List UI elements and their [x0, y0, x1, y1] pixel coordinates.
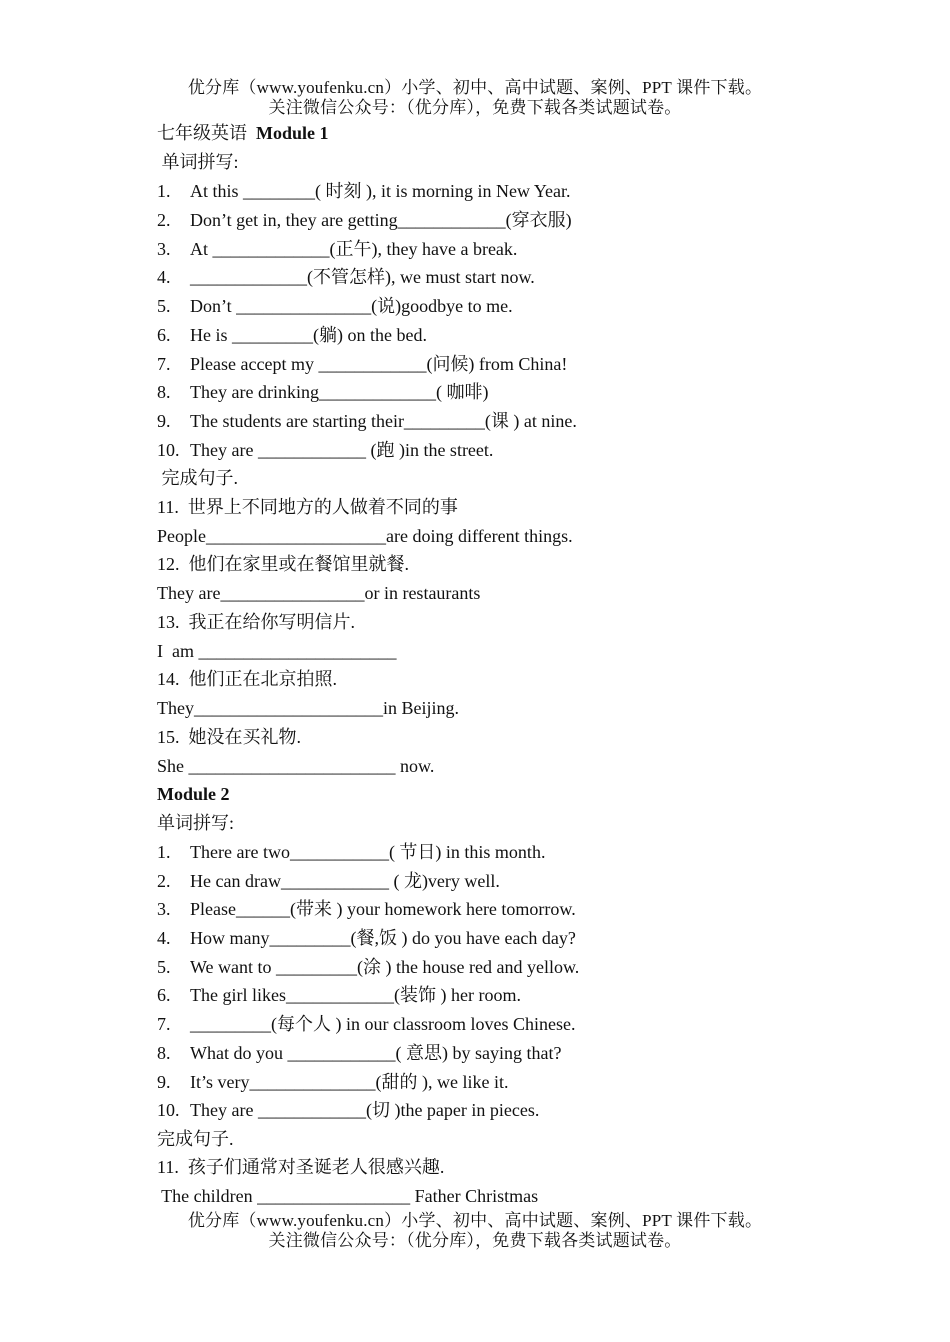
footer-line-1: 优分库（www.youfenku.cn）小学、初中、高中试题、案例、PPT 课件下载。 — [187, 1211, 763, 1230]
item-number: 10. — [157, 1100, 180, 1120]
item-text: He is _________(躺) on the bed. — [190, 325, 427, 345]
header-line-1: 优分库（www.youfenku.cn）小学、初中、高中试题、案例、PPT 课件下载。 — [187, 78, 763, 97]
item-text: What do you ____________( 意思) by saying that? — [190, 1043, 562, 1063]
item-text: At _____________(正午), they have a break. — [190, 239, 518, 259]
m1-spelling-item — [157, 238, 517, 260]
item-number: 2. — [157, 210, 171, 230]
item-number: 6. — [157, 985, 171, 1005]
m1-spelling-item — [157, 353, 567, 375]
item-number: 8. — [157, 1043, 171, 1063]
m2-spelling-item — [157, 1042, 561, 1064]
m1-sentence-prompt: 11. 世界上不同地方的人做着不同的事 — [157, 497, 458, 517]
item-number: 3. — [157, 899, 171, 919]
module2-title: Module 2 — [157, 784, 230, 804]
m2-sentence-prompt: 11. 孩子们通常对圣诞老人很感兴趣. — [157, 1157, 445, 1177]
item-number: 4. — [157, 267, 171, 287]
item-number: 5. — [157, 957, 171, 977]
item-text: He can draw____________ ( 龙)very well. — [190, 871, 500, 891]
item-text: The students are starting their_________(课 ) at nine. — [190, 411, 577, 431]
item-number: 9. — [157, 1072, 171, 1092]
item-number: 2. — [157, 871, 171, 891]
footer-line-2: 关注微信公众号：（优分库），免费下载各类试题试卷。 — [268, 1231, 682, 1250]
module1-title-prefix: 七年级英语 — [157, 123, 256, 143]
item-text: Don’t get in, they are getting____________(穿衣服) — [190, 210, 572, 230]
item-text: _____________(不管怎样), we must start now. — [190, 267, 535, 287]
item-text: How many_________(餐,饭 ) do you have each day? — [190, 928, 576, 948]
m2-spelling-item — [157, 956, 579, 978]
header-line-2: 关注微信公众号：（优分库），免费下载各类试题试卷。 — [268, 98, 682, 117]
m1-sentence-answer: I am ______________________ — [157, 641, 397, 661]
item-text: They are ____________ (跑 )in the street. — [190, 440, 494, 460]
module2-sentences-heading: 完成句子. — [157, 1129, 234, 1149]
item-text: Don’t _______________(说)goodbye to me. — [190, 296, 513, 316]
m2-spelling-item — [157, 1071, 508, 1093]
item-text: At this ________( 时刻 ), it is morning in New Year. — [190, 181, 571, 201]
item-text: Please______(带来 ) your homework here tomorrow. — [190, 899, 576, 919]
module1-title — [157, 122, 329, 144]
m1-spelling-item — [157, 410, 577, 432]
m2-spelling-item — [157, 1099, 539, 1121]
m1-spelling-item — [157, 295, 513, 317]
module1-sentences-heading: 完成句子. — [157, 468, 238, 488]
item-text: There are two___________( 节日) in this month. — [190, 842, 546, 862]
module1-title-bold: Module 1 — [256, 123, 329, 143]
item-text: _________(每个人 ) in our classroom loves Chinese. — [190, 1014, 576, 1034]
module2-spelling-heading: 单词拼写: — [157, 813, 235, 833]
item-text: It’s very______________(甜的 ), we like it. — [190, 1072, 509, 1092]
item-number: 1. — [157, 181, 171, 201]
m1-spelling-item — [157, 180, 571, 202]
item-number: 3. — [157, 239, 171, 259]
m1-sentence-answer: They_____________________in Beijing. — [157, 698, 459, 718]
m1-spelling-item — [157, 381, 488, 403]
m2-spelling-item — [157, 927, 576, 949]
m1-sentence-answer: She _______________________ now. — [157, 756, 435, 776]
item-number: 5. — [157, 296, 171, 316]
m2-spelling-item — [157, 870, 500, 892]
item-number: 4. — [157, 928, 171, 948]
m1-spelling-item — [157, 324, 427, 346]
m2-spelling-item — [157, 898, 576, 920]
item-number: 7. — [157, 1014, 171, 1034]
item-number: 9. — [157, 411, 171, 431]
item-number: 8. — [157, 382, 171, 402]
m1-sentence-prompt: 15. 她没在买礼物. — [157, 727, 301, 747]
m2-spelling-item — [157, 1013, 575, 1035]
m1-sentence-answer: They are________________or in restaurants — [157, 583, 481, 603]
item-text: They are drinking_____________( 咖啡) — [190, 382, 489, 402]
m2-spelling-item — [157, 984, 521, 1006]
item-number: 1. — [157, 842, 171, 862]
m1-sentence-answer: People____________________are doing different things. — [157, 526, 573, 546]
m1-sentence-prompt: 12. 他们在家里或在餐馆里就餐. — [157, 554, 409, 574]
item-text: The girl likes____________(装饰 ) her room. — [190, 985, 521, 1005]
m1-spelling-item — [157, 266, 535, 288]
item-text: They are ____________(切 )the paper in pieces. — [190, 1100, 540, 1120]
item-number: 6. — [157, 325, 171, 345]
m1-sentence-prompt: 14. 他们正在北京拍照. — [157, 669, 337, 689]
m2-sentence-answer: The children _________________ Father Christmas — [157, 1186, 539, 1206]
m1-sentence-prompt: 13. 我正在给你写明信片. — [157, 612, 355, 632]
item-text: We want to _________(涂 ) the house red and yellow. — [190, 957, 580, 977]
m2-spelling-item — [157, 841, 545, 863]
m1-spelling-item — [157, 439, 493, 461]
module1-spelling-heading: 单词拼写: — [157, 152, 239, 172]
item-number: 7. — [157, 354, 171, 374]
m1-spelling-item — [157, 209, 572, 231]
item-text: Please accept my ____________(问候) from China! — [190, 354, 568, 374]
item-number: 10. — [157, 440, 180, 460]
